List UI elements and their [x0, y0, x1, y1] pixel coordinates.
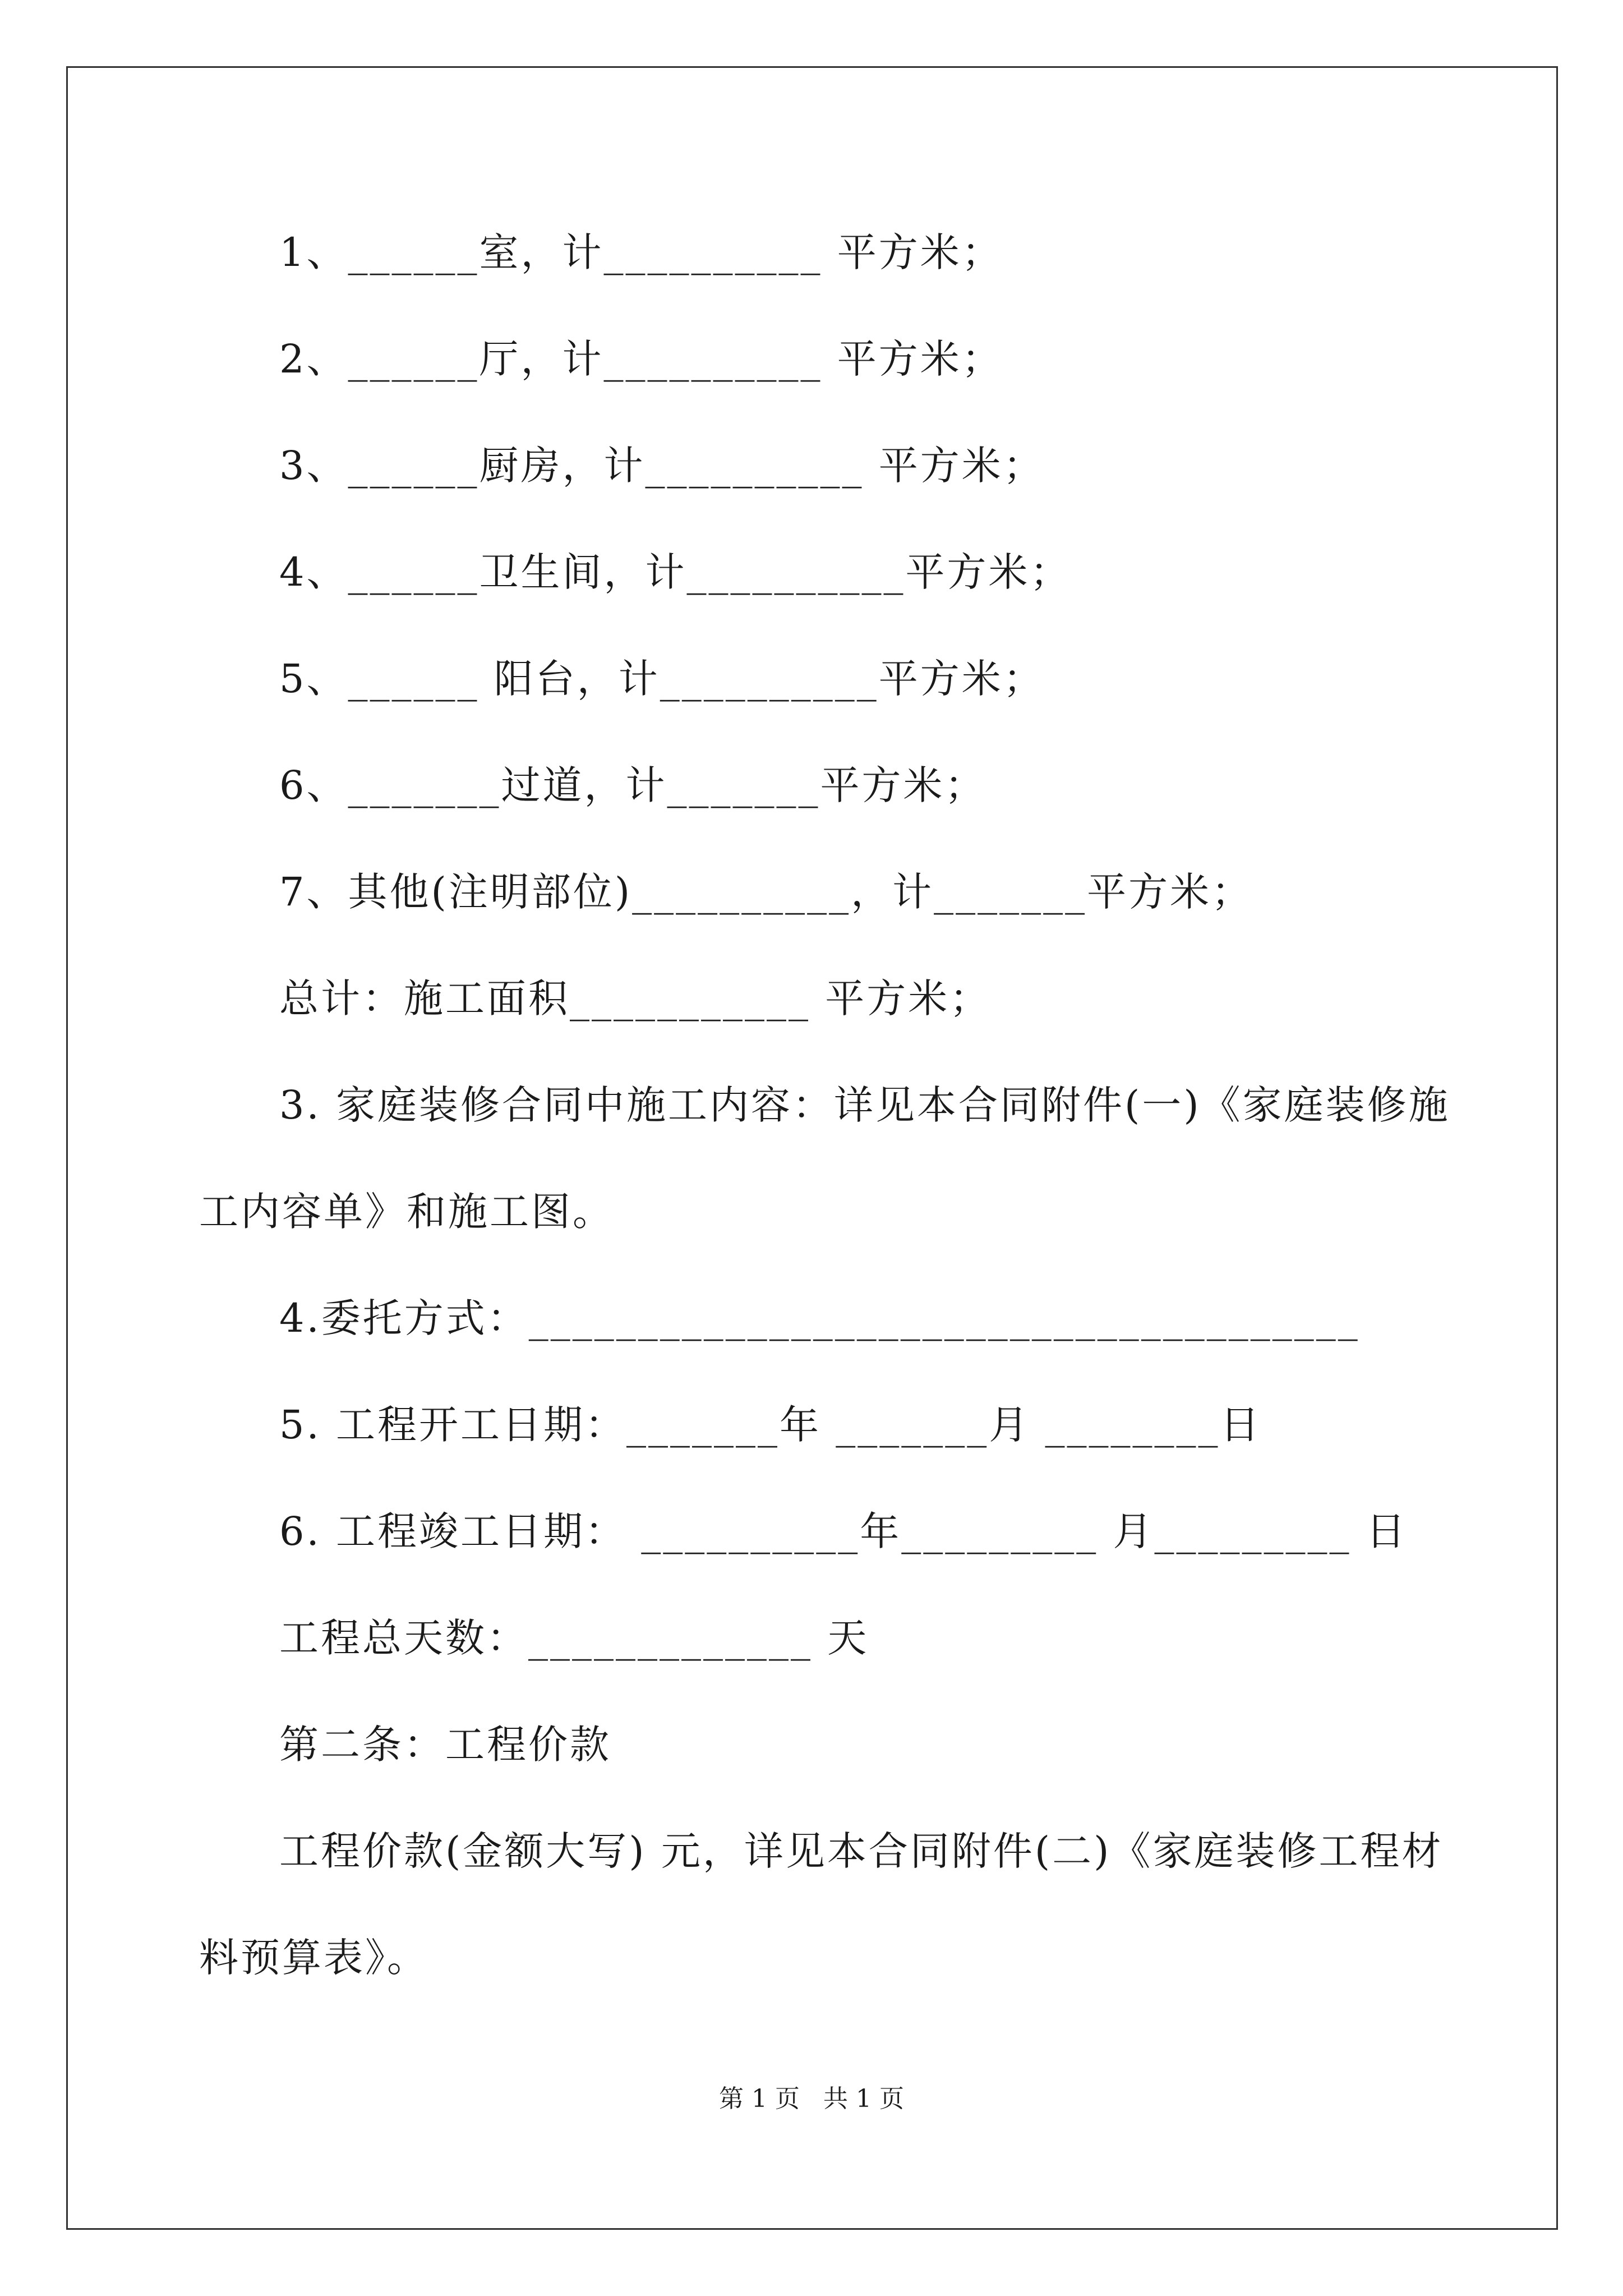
line-construction-content: 3. 家庭装修合同中施工内容：详见本合同附件(一)《家庭装修施: [279, 1082, 1450, 1128]
line-start-date: 5. 工程开工日期：_______年 _______月 ________日: [279, 1402, 1262, 1448]
line-project-price: 工程价款(金额大写) 元，详见本合同附件(二)《家庭装修工程材: [279, 1828, 1444, 1874]
line-balcony-count: 5、______ 阳台，计__________平方米；: [279, 656, 1045, 702]
section-heading-price: 第二条：工程价款: [279, 1722, 611, 1768]
line-construction-content-cont: 工内容单》和施工图。: [199, 1189, 614, 1235]
line-commission-method: 4.委托方式：______________________________________: [279, 1295, 1360, 1341]
page-border: [66, 66, 1558, 2230]
line-corridor-count: 6、_______过道，计_______平方米；: [279, 762, 986, 808]
line-total-area: 总计：施工面积___________ 平方米；: [279, 976, 992, 1022]
page-footer: 第 1 页 共 1 页: [719, 2085, 904, 2113]
line-completion-date: 6. 工程竣工日期： __________年_________ 月_________ 日: [279, 1508, 1408, 1554]
line-room-count: 1、______室，计__________ 平方米；: [279, 229, 1003, 275]
line-total-days: 工程总天数：_____________ 天: [279, 1615, 869, 1661]
line-bathroom-count: 4、______卫生间，计__________平方米；: [279, 549, 1072, 595]
line-kitchen-count: 3、______厨房，计__________ 平方米；: [279, 443, 1045, 489]
line-project-price-cont: 料预算表》。: [199, 1935, 428, 1981]
line-other-area: 7、其他(注明部位)__________，计_______平方米；: [279, 869, 1253, 915]
line-hall-count: 2、______厅，计__________ 平方米；: [279, 336, 1003, 382]
